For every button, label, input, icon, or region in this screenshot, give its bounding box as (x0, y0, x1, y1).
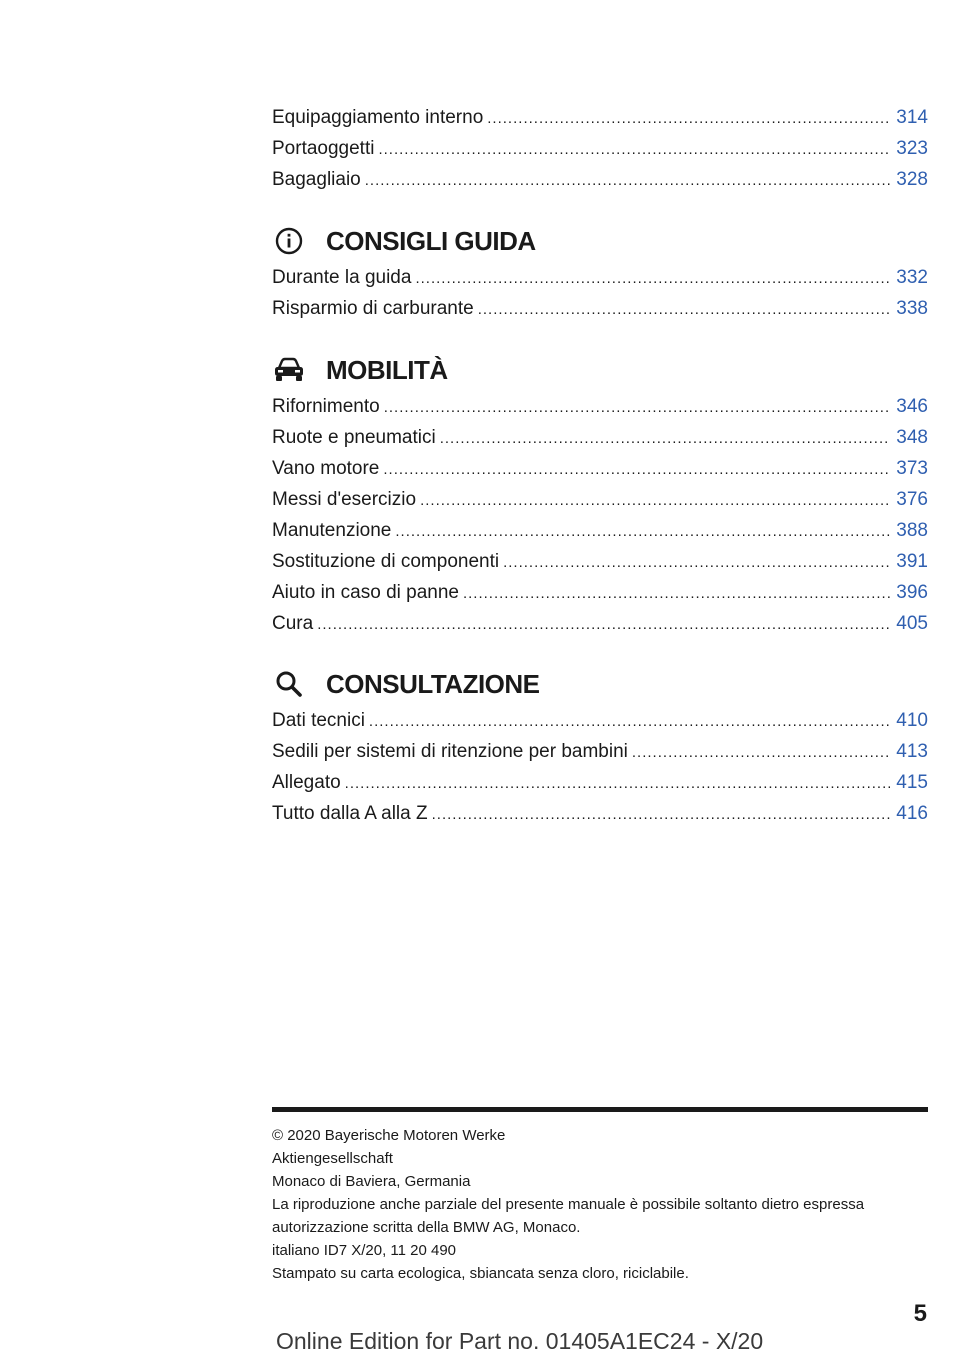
toc-entry-title: Bagagliaio (272, 169, 361, 190)
toc-entry-title: Manutenzione (272, 520, 392, 541)
info-icon (272, 224, 306, 258)
toc-page-link[interactable]: 415 (896, 772, 928, 793)
toc-page-link[interactable]: 328 (896, 169, 928, 190)
section-header-consigli-guida (272, 221, 536, 261)
section-title: CONSIGLI GUIDA (326, 225, 536, 256)
toc-entry-title: Portaoggetti (272, 138, 375, 159)
toc-row[interactable] (272, 453, 928, 484)
toc-page-link[interactable]: 391 (896, 551, 928, 572)
toc-page-link[interactable]: 416 (896, 803, 928, 824)
toc-intro (272, 102, 928, 195)
legal-line: autorizzazione scritta della BMW AG, Monaco. (272, 1219, 581, 1236)
toc-entry-title: Vano motore (272, 458, 380, 479)
toc-row[interactable] (272, 133, 928, 164)
dot-leader (317, 609, 890, 640)
footer-divider (272, 1107, 928, 1112)
dot-leader (632, 737, 890, 768)
toc-row[interactable] (272, 767, 928, 798)
toc-page-link[interactable]: 410 (896, 710, 928, 731)
dot-leader (384, 392, 891, 423)
page-number: 5 (913, 1300, 927, 1327)
toc-row[interactable] (272, 577, 928, 608)
toc-page-link[interactable]: 405 (896, 613, 928, 634)
toc-page-link[interactable]: 338 (896, 298, 928, 319)
toc-row[interactable] (272, 391, 928, 422)
toc-section-consigli-guida (272, 262, 928, 324)
legal-line: La riproduzione anche parziale del presente manuale è possibile soltanto dietro espressa (272, 1196, 865, 1213)
toc-row[interactable] (272, 705, 928, 736)
toc-entry-title: Sedili per sistemi di ritenzione per bambini (272, 741, 628, 762)
edition-watermark: Online Edition for Part no. 01405A1EC24 - X/20 (276, 1328, 764, 1354)
legal-line: Aktiengesellschaft (272, 1150, 393, 1167)
toc-page-link[interactable]: 396 (896, 582, 928, 603)
toc-entry-title: Durante la guida (272, 267, 412, 288)
dot-leader (369, 706, 890, 737)
toc-section-consultazione (272, 705, 928, 829)
section-header-mobilita (272, 350, 448, 390)
dot-leader (432, 799, 891, 830)
toc-row[interactable] (272, 608, 928, 639)
toc-section-mobilita (272, 391, 928, 639)
toc-page-link[interactable]: 413 (896, 741, 928, 762)
toc-page-link[interactable]: 346 (896, 396, 928, 417)
toc-page-link[interactable]: 314 (896, 107, 928, 128)
toc-row[interactable] (272, 293, 928, 324)
toc-entry-title: Messi d'esercizio (272, 489, 417, 510)
toc-page-link[interactable]: 376 (896, 489, 928, 510)
dot-leader (440, 423, 891, 454)
dot-leader (378, 134, 890, 165)
toc-row[interactable] (272, 736, 928, 767)
toc-entry-title: Rifornimento (272, 396, 380, 417)
toc-page-link[interactable]: 348 (896, 427, 928, 448)
legal-line: © 2020 Bayerische Motoren Werke (272, 1127, 506, 1144)
section-header-consultazione (272, 664, 540, 704)
dot-leader (415, 263, 890, 294)
dot-leader (478, 294, 891, 325)
legal-line: Monaco di Baviera, Germania (272, 1173, 471, 1190)
toc-row[interactable] (272, 164, 928, 195)
toc-page-link[interactable]: 388 (896, 520, 928, 541)
toc-entry-title: Allegato (272, 772, 341, 793)
toc-entry-title: Ruote e pneumatici (272, 427, 436, 448)
dot-leader (503, 547, 890, 578)
legal-line: italiano ID7 X/20, 11 20 490 (272, 1242, 457, 1259)
toc-page-link[interactable]: 373 (896, 458, 928, 479)
toc-row[interactable] (272, 515, 928, 546)
toc-entry-title: Dati tecnici (272, 710, 365, 731)
toc-entry-title: Equipaggiamento interno (272, 107, 484, 128)
car-icon (272, 353, 306, 387)
toc-entry-title: Sostituzione di componenti (272, 551, 500, 572)
dot-leader (487, 103, 890, 134)
dot-leader (365, 165, 891, 196)
toc-entry-title: Aiuto in caso di panne (272, 582, 459, 603)
toc-row[interactable] (272, 546, 928, 577)
toc-row[interactable] (272, 484, 928, 515)
toc-row[interactable] (272, 102, 928, 133)
dot-leader (463, 578, 890, 609)
search-icon (272, 667, 306, 701)
toc-entry-title: Risparmio di carburante (272, 298, 474, 319)
dot-leader (395, 516, 890, 547)
legal-notice (272, 1124, 928, 1285)
section-title: CONSULTAZIONE (326, 668, 540, 699)
legal-line: Stampato su carta ecologica, sbiancata senza cloro, riciclabile. (272, 1265, 689, 1282)
toc-page-link[interactable]: 332 (896, 267, 928, 288)
toc-row[interactable] (272, 422, 928, 453)
dot-leader (383, 454, 890, 485)
toc-page-link[interactable]: 323 (896, 138, 928, 159)
toc-entry-title: Tutto dalla A alla Z (272, 803, 428, 824)
toc-row[interactable] (272, 262, 928, 293)
dot-leader (345, 768, 891, 799)
dot-leader (420, 485, 890, 516)
toc-entry-title: Cura (272, 613, 314, 634)
section-title: MOBILITÀ (326, 354, 448, 385)
toc-row[interactable] (272, 798, 928, 829)
